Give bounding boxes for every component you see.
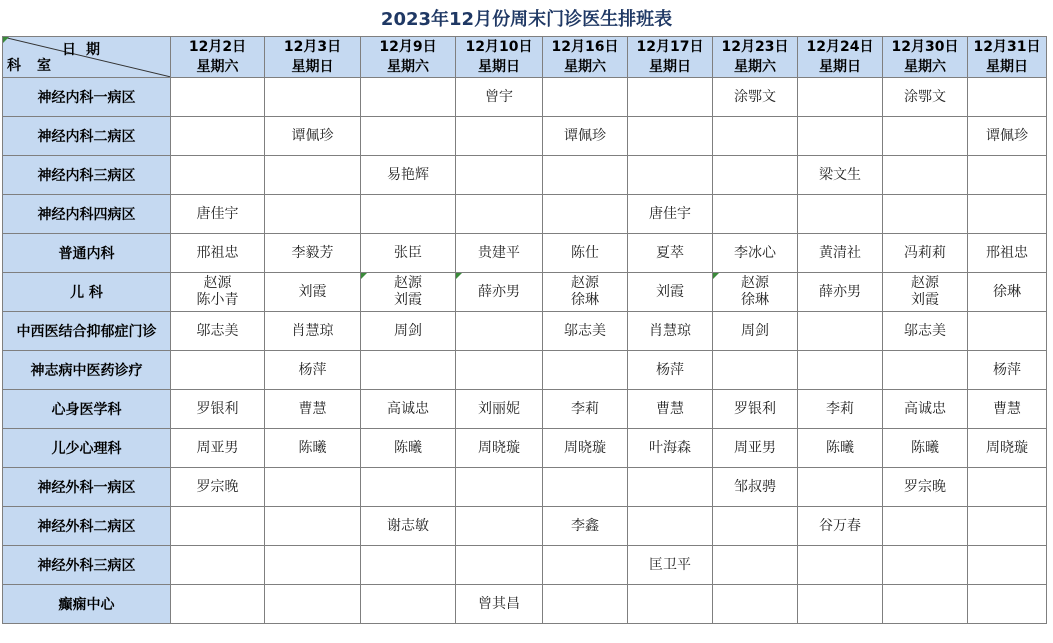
doctor-cell[interactable] [883, 156, 968, 195]
doctor-name: 刘霞 [656, 283, 684, 300]
doctor-name: 刘霞 [911, 292, 939, 308]
doctor-cell[interactable] [798, 273, 883, 312]
doctor-cell[interactable] [628, 234, 713, 273]
doctor-cell[interactable] [543, 195, 628, 234]
doctor-cell[interactable] [456, 468, 543, 507]
doctor-name: 高诚忠 [904, 400, 946, 417]
doctor-name: 肖慧琼 [649, 322, 691, 339]
comment-marker-icon [361, 273, 367, 279]
doctor-name: 陈仕 [571, 244, 599, 261]
doctor-cell[interactable] [456, 156, 543, 195]
doctor-name: 涂鄂文 [734, 88, 776, 105]
doctor-cell[interactable] [361, 429, 456, 468]
table-row [3, 312, 1047, 351]
date-label: 12月16日 [551, 39, 619, 55]
doctor-cell[interactable] [361, 78, 456, 117]
corner-header-cell[interactable] [3, 37, 171, 78]
doctor-cell[interactable] [456, 507, 543, 546]
doctor-cell[interactable] [543, 585, 628, 624]
doctor-cell[interactable] [361, 312, 456, 351]
doctor-name: 杨萍 [656, 361, 684, 378]
doctor-name: 夏萃 [656, 244, 684, 261]
doctor-cell[interactable] [171, 390, 265, 429]
doctor-cell[interactable] [968, 351, 1047, 390]
doctor-cell[interactable] [628, 273, 713, 312]
doctor-name: 周亚男 [734, 439, 776, 456]
doctor-cell[interactable] [543, 468, 628, 507]
department-cell[interactable]: 神经外科三病区 [3, 546, 171, 585]
doctor-cell[interactable] [456, 78, 543, 117]
doctor-cell[interactable] [628, 585, 713, 624]
doctor-name: 赵源 [911, 275, 939, 291]
table-row [3, 468, 1047, 507]
doctor-cell[interactable] [265, 273, 361, 312]
doctor-cell[interactable] [713, 546, 798, 585]
doctor-cell[interactable] [171, 351, 265, 390]
doctor-cell[interactable] [798, 390, 883, 429]
date-header-cell[interactable] [171, 37, 265, 78]
doctor-cell[interactable] [361, 585, 456, 624]
department-cell[interactable]: 神志病中医药诊疗 [3, 351, 171, 390]
doctor-cell[interactable] [543, 546, 628, 585]
doctor-cell[interactable] [628, 507, 713, 546]
doctor-cell[interactable] [713, 156, 798, 195]
doctor-name: 易艳辉 [387, 166, 429, 183]
date-label: 12月2日 [188, 39, 247, 55]
doctor-cell[interactable] [171, 468, 265, 507]
doctor-name: 张臣 [394, 244, 422, 261]
doctor-cell[interactable] [265, 312, 361, 351]
doctor-name: 周剑 [394, 322, 422, 339]
doctor-cell[interactable] [265, 117, 361, 156]
date-label: 12月24日 [806, 39, 874, 55]
date-header-cell[interactable] [543, 37, 628, 78]
doctor-name: 罗银利 [196, 400, 239, 417]
header-row [3, 37, 1047, 78]
date-label: 12月3日 [283, 39, 342, 55]
doctor-cell[interactable] [265, 429, 361, 468]
weekday-label: 星期六 [564, 59, 606, 75]
doctor-cell[interactable] [265, 390, 361, 429]
doctor-name: 梁文生 [819, 166, 861, 183]
doctor-cell[interactable] [456, 234, 543, 273]
table-row [3, 195, 1047, 234]
doctor-name: 刘霞 [298, 283, 327, 300]
doctor-name: 冯莉莉 [904, 244, 946, 261]
doctor-cell[interactable] [798, 585, 883, 624]
weekday-label: 星期六 [387, 59, 429, 75]
doctor-cell[interactable] [968, 507, 1047, 546]
doctor-cell[interactable] [171, 585, 265, 624]
doctor-cell[interactable] [171, 234, 265, 273]
department-cell[interactable]: 神经内科二病区 [3, 117, 171, 156]
weekday-label: 星期六 [904, 59, 946, 75]
corner-date-label: 日期 [62, 42, 110, 58]
doctor-cell[interactable] [361, 195, 456, 234]
doctor-name: 徐琳 [571, 292, 599, 308]
doctor-cell[interactable] [798, 429, 883, 468]
department-cell[interactable]: 神经外科一病区 [3, 468, 171, 507]
doctor-cell[interactable] [883, 195, 968, 234]
doctor-cell[interactable] [456, 585, 543, 624]
department-cell[interactable]: 儿 科 [3, 273, 171, 312]
doctor-name: 邬志美 [196, 322, 239, 339]
doctor-cell[interactable] [543, 429, 628, 468]
doctor-cell[interactable] [968, 468, 1047, 507]
doctor-cell[interactable] [628, 117, 713, 156]
doctor-name: 李莉 [571, 400, 599, 417]
weekday-label: 星期日 [478, 59, 520, 75]
doctor-cell[interactable] [543, 351, 628, 390]
doctor-cell[interactable] [543, 312, 628, 351]
table-row [3, 546, 1047, 585]
doctor-cell[interactable] [798, 78, 883, 117]
doctor-cell[interactable] [456, 546, 543, 585]
doctor-cell[interactable] [361, 117, 456, 156]
doctor-cell[interactable] [883, 429, 968, 468]
doctor-name: 贵建平 [478, 244, 520, 261]
doctor-cell[interactable] [713, 351, 798, 390]
doctor-name: 谢志敏 [387, 517, 429, 534]
doctor-cell[interactable] [798, 507, 883, 546]
corner-dept-label: 科室 [7, 58, 67, 74]
doctor-name: 叶海森 [649, 439, 691, 456]
comment-marker-icon [713, 273, 719, 279]
doctor-name: 曾宇 [485, 88, 513, 105]
doctor-cell[interactable] [456, 273, 543, 312]
doctor-name: 陈曦 [826, 439, 854, 456]
weekday-label: 星期六 [196, 59, 239, 75]
doctor-cell[interactable] [265, 78, 361, 117]
department-cell[interactable]: 儿少心理科 [3, 429, 171, 468]
doctor-cell[interactable] [883, 117, 968, 156]
doctor-name: 李鑫 [571, 517, 599, 534]
doctor-name: 邬志美 [564, 322, 606, 339]
doctor-cell[interactable] [713, 117, 798, 156]
doctor-cell[interactable] [543, 390, 628, 429]
doctor-cell[interactable] [456, 390, 543, 429]
department-cell[interactable]: 中西医结合抑郁症门诊 [3, 312, 171, 351]
doctor-name: 涂鄂文 [904, 88, 946, 105]
doctor-name: 陈曦 [911, 439, 939, 456]
weekday-label: 星期日 [986, 59, 1028, 75]
doctor-cell[interactable] [968, 429, 1047, 468]
doctor-cell[interactable] [628, 156, 713, 195]
doctor-name: 曾其昌 [478, 595, 520, 612]
doctor-cell[interactable] [543, 78, 628, 117]
doctor-name: 杨萍 [298, 361, 327, 378]
doctor-cell[interactable] [883, 468, 968, 507]
doctor-cell[interactable] [968, 156, 1047, 195]
date-header-cell[interactable] [713, 37, 798, 78]
doctor-name: 陈曦 [394, 439, 422, 456]
doctor-cell[interactable] [713, 468, 798, 507]
doctor-name: 李莉 [826, 400, 854, 417]
doctor-cell[interactable] [543, 156, 628, 195]
doctor-name: 曹慧 [993, 400, 1021, 417]
doctor-name: 高诚忠 [387, 400, 429, 417]
doctor-cell[interactable] [883, 351, 968, 390]
date-header-cell[interactable] [883, 37, 968, 78]
sheet-title: 2023年12月份周末门诊医生排班表 [380, 9, 673, 30]
doctor-cell[interactable] [968, 273, 1047, 312]
doctor-cell[interactable] [883, 507, 968, 546]
department-cell[interactable]: 普通内科 [3, 234, 171, 273]
doctor-cell[interactable] [883, 78, 968, 117]
doctor-name: 曹慧 [656, 400, 684, 417]
doctor-name: 刘丽妮 [478, 400, 520, 417]
doctor-cell[interactable] [171, 429, 265, 468]
department-cell[interactable]: 神经内科四病区 [3, 195, 171, 234]
doctor-cell[interactable] [883, 390, 968, 429]
doctor-cell[interactable] [883, 234, 968, 273]
department-cell[interactable]: 神经内科一病区 [3, 78, 171, 117]
table-row [3, 507, 1047, 546]
doctor-cell[interactable] [628, 429, 713, 468]
doctor-name: 邹叔骋 [734, 478, 776, 495]
doctor-name: 谭佩珍 [986, 127, 1028, 144]
table-row [3, 351, 1047, 390]
doctor-name: 邬志美 [904, 322, 946, 339]
doctor-name: 谭佩珍 [564, 127, 606, 144]
doctor-cell[interactable] [628, 546, 713, 585]
date-header-cell[interactable] [628, 37, 713, 78]
date-header-cell[interactable] [798, 37, 883, 78]
date-label: 12月17日 [636, 39, 704, 55]
doctor-name: 陈小青 [196, 292, 239, 308]
table-row [3, 234, 1047, 273]
doctor-cell[interactable] [798, 351, 883, 390]
doctor-name: 黄清社 [819, 244, 861, 261]
doctor-cell[interactable] [361, 273, 456, 312]
doctor-cell[interactable] [171, 195, 265, 234]
doctor-cell[interactable] [628, 351, 713, 390]
doctor-cell[interactable] [968, 78, 1047, 117]
department-cell[interactable]: 神经外科二病区 [3, 507, 171, 546]
doctor-cell[interactable] [628, 312, 713, 351]
doctor-cell[interactable] [628, 78, 713, 117]
doctor-name: 周剑 [741, 322, 769, 339]
doctor-cell[interactable] [265, 546, 361, 585]
doctor-cell[interactable] [968, 390, 1047, 429]
doctor-name: 杨萍 [993, 361, 1021, 378]
doctor-name: 罗宗晚 [196, 478, 239, 495]
doctor-name: 周亚男 [196, 439, 239, 456]
doctor-cell[interactable] [265, 156, 361, 195]
department-cell[interactable]: 神经内科三病区 [3, 156, 171, 195]
doctor-cell[interactable] [968, 117, 1047, 156]
doctor-cell[interactable] [798, 195, 883, 234]
doctor-name: 赵源 [741, 275, 769, 291]
weekday-label: 星期日 [649, 59, 691, 75]
table-row [3, 156, 1047, 195]
doctor-name: 曹慧 [298, 400, 327, 417]
doctor-name: 赵源 [571, 275, 599, 291]
doctor-cell[interactable] [798, 312, 883, 351]
doctor-name: 唐佳宇 [649, 205, 691, 222]
doctor-cell[interactable] [798, 468, 883, 507]
doctor-cell[interactable] [968, 312, 1047, 351]
date-header-cell[interactable] [361, 37, 456, 78]
doctor-cell[interactable] [361, 156, 456, 195]
doctor-cell[interactable] [171, 117, 265, 156]
doctor-cell[interactable] [171, 156, 265, 195]
doctor-name: 匡卫平 [649, 556, 691, 573]
doctor-cell[interactable] [456, 117, 543, 156]
comment-marker-icon [456, 273, 462, 279]
doctor-cell[interactable] [361, 468, 456, 507]
doctor-name: 李冰心 [734, 244, 776, 261]
table-row [3, 273, 1047, 312]
schedule-body [3, 78, 1047, 624]
doctor-cell[interactable] [171, 273, 265, 312]
doctor-name: 薛亦男 [819, 283, 861, 300]
doctor-name: 李毅芳 [291, 244, 334, 261]
doctor-name: 谷万春 [819, 517, 861, 534]
doctor-name: 刘霞 [394, 292, 422, 308]
doctor-cell[interactable] [456, 351, 543, 390]
doctor-cell[interactable] [798, 546, 883, 585]
doctor-name: 谭佩珍 [291, 127, 334, 144]
doctor-cell[interactable] [456, 429, 543, 468]
doctor-cell[interactable] [361, 390, 456, 429]
doctor-cell[interactable] [713, 234, 798, 273]
department-cell[interactable]: 心身医学科 [3, 390, 171, 429]
doctor-cell[interactable] [265, 195, 361, 234]
doctor-cell[interactable] [883, 312, 968, 351]
doctor-cell[interactable] [713, 585, 798, 624]
doctor-cell[interactable] [361, 234, 456, 273]
weekday-label: 星期日 [291, 59, 334, 75]
doctor-name: 肖慧琼 [291, 322, 334, 339]
table-row [3, 117, 1047, 156]
doctor-cell[interactable] [968, 195, 1047, 234]
doctor-name: 罗宗晚 [904, 478, 946, 495]
doctor-name: 周晓璇 [478, 439, 520, 456]
doctor-cell[interactable] [361, 507, 456, 546]
doctor-cell[interactable] [456, 195, 543, 234]
doctor-name: 邢祖忠 [196, 244, 239, 261]
doctor-cell[interactable] [543, 507, 628, 546]
date-label: 12月10日 [465, 39, 533, 55]
doctor-name: 徐琳 [993, 283, 1021, 300]
doctor-cell[interactable] [543, 234, 628, 273]
date-label: 12月30日 [891, 39, 959, 55]
doctor-cell[interactable] [265, 507, 361, 546]
doctor-cell[interactable] [883, 546, 968, 585]
doctor-name: 赵源 [203, 275, 232, 291]
doctor-name: 罗银利 [734, 400, 776, 417]
date-header-cell[interactable] [968, 37, 1047, 78]
table-row [3, 429, 1047, 468]
doctor-cell[interactable] [713, 429, 798, 468]
doctor-cell[interactable] [628, 195, 713, 234]
doctor-name: 薛亦男 [478, 283, 520, 300]
schedule-table [2, 36, 1047, 624]
doctor-name: 唐佳宇 [196, 205, 239, 222]
doctor-cell[interactable] [171, 507, 265, 546]
doctor-cell[interactable] [628, 468, 713, 507]
doctor-name: 徐琳 [741, 292, 769, 308]
doctor-cell[interactable] [543, 117, 628, 156]
doctor-cell[interactable] [171, 546, 265, 585]
doctor-cell[interactable] [456, 312, 543, 351]
doctor-cell[interactable] [713, 507, 798, 546]
table-row [3, 585, 1047, 624]
doctor-cell[interactable] [883, 585, 968, 624]
date-header-cell[interactable] [456, 37, 543, 78]
doctor-cell[interactable] [628, 390, 713, 429]
doctor-cell[interactable] [361, 351, 456, 390]
table-row [3, 390, 1047, 429]
doctor-cell[interactable] [361, 546, 456, 585]
date-label: 12月31日 [973, 39, 1041, 55]
doctor-name: 赵源 [394, 275, 422, 291]
doctor-cell[interactable] [713, 195, 798, 234]
doctor-cell[interactable] [171, 78, 265, 117]
doctor-cell[interactable] [265, 234, 361, 273]
date-label: 12月23日 [721, 39, 789, 55]
date-header-cell[interactable] [265, 37, 361, 78]
doctor-name: 陈曦 [298, 439, 327, 456]
doctor-cell[interactable] [968, 585, 1047, 624]
doctor-cell[interactable] [713, 273, 798, 312]
doctor-cell[interactable] [798, 117, 883, 156]
department-cell[interactable]: 癫痫中心 [3, 585, 171, 624]
doctor-name: 周晓璇 [986, 439, 1028, 456]
doctor-cell[interactable] [713, 312, 798, 351]
weekday-label: 星期日 [819, 59, 861, 75]
date-label: 12月9日 [379, 39, 437, 55]
doctor-cell[interactable] [171, 312, 265, 351]
table-row [3, 78, 1047, 117]
doctor-cell[interactable] [713, 78, 798, 117]
doctor-cell[interactable] [798, 234, 883, 273]
doctor-cell[interactable] [968, 546, 1047, 585]
doctor-cell[interactable] [883, 273, 968, 312]
doctor-name: 邢祖忠 [986, 244, 1028, 261]
doctor-cell[interactable] [798, 156, 883, 195]
doctor-cell[interactable] [265, 585, 361, 624]
doctor-cell[interactable] [265, 351, 361, 390]
doctor-cell[interactable] [968, 234, 1047, 273]
doctor-cell[interactable] [265, 468, 361, 507]
doctor-cell[interactable] [543, 273, 628, 312]
weekday-label: 星期六 [734, 59, 776, 75]
doctor-cell[interactable] [713, 390, 798, 429]
doctor-name: 周晓璇 [564, 439, 606, 456]
